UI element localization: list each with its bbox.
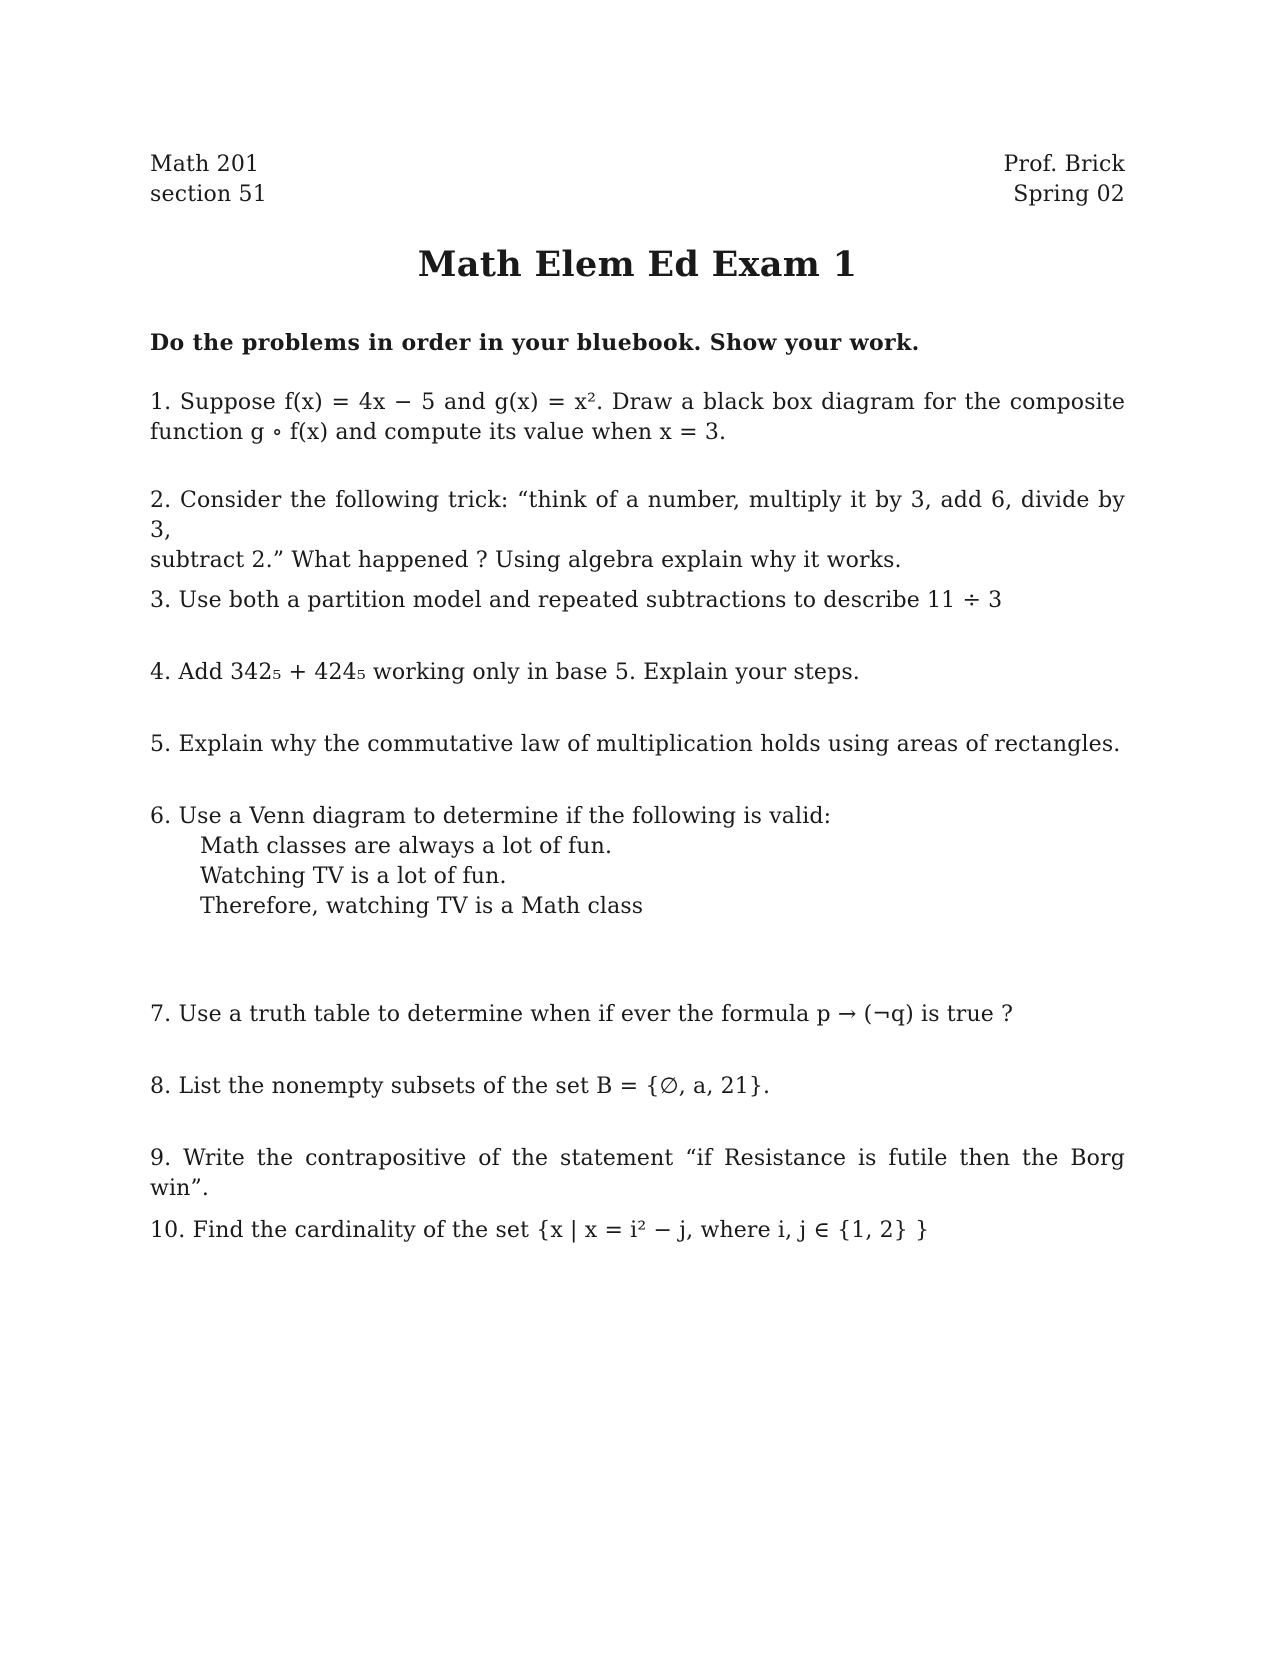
premise-line: Watching TV is a lot of fun. bbox=[200, 864, 507, 889]
problem-number: 6. bbox=[150, 804, 172, 829]
term: Spring 02 bbox=[1013, 182, 1125, 207]
problem-9 bbox=[150, 1144, 1125, 1204]
problem-number: 2. bbox=[150, 488, 172, 513]
conclusion-line: Therefore, watching TV is a Math class bbox=[200, 894, 644, 919]
exam-instructions: Do the problems in order in your bluebook. Show your work. bbox=[150, 330, 920, 356]
exam-page bbox=[150, 0, 1125, 1656]
professor-name: Prof. Brick bbox=[1003, 152, 1125, 177]
course-name: Math 201 bbox=[150, 152, 260, 177]
course-header bbox=[150, 150, 267, 210]
problem-1 bbox=[150, 388, 1125, 448]
problem-7 bbox=[150, 1000, 1125, 1030]
problem-6 bbox=[150, 802, 1125, 922]
problem-10 bbox=[150, 1216, 1125, 1246]
problem-number: 7. bbox=[150, 1002, 172, 1027]
problem-3 bbox=[150, 586, 1125, 616]
problem-text-line: subtract 2.” What happened ? Using algebra explain why it works. bbox=[150, 548, 902, 573]
problem-text-line: Add 342₅ + 424₅ working only in base 5. Explain your steps. bbox=[178, 660, 860, 685]
problem-text-line: List the nonempty subsets of the set B = {∅, a, 21}. bbox=[178, 1074, 771, 1099]
problem-2 bbox=[150, 486, 1125, 576]
instructor-header bbox=[1004, 150, 1125, 210]
problem-number: 10. bbox=[150, 1218, 186, 1243]
problem-text-line: Find the cardinality of the set {x | x = i² − j, where i, j ∈ {1, 2} } bbox=[192, 1218, 930, 1243]
problem-text-line: Use a truth table to determine when if ever the formula p → (¬q) is true ? bbox=[178, 1002, 1014, 1027]
problem-text-line: Explain why the commutative law of multiplication holds using areas of rectangles. bbox=[178, 732, 1121, 757]
problem-number: 3. bbox=[150, 588, 172, 613]
problem-text-line: function g ∘ f(x) and compute its value when x = 3. bbox=[150, 420, 727, 445]
problem-number: 9. bbox=[150, 1146, 172, 1171]
course-section: section 51 bbox=[150, 182, 267, 207]
exam-title: Math Elem Ed Exam 1 bbox=[417, 244, 858, 285]
premise-line: Math classes are always a lot of fun. bbox=[200, 834, 613, 859]
problem-number: 8. bbox=[150, 1074, 172, 1099]
problem-number: 1. bbox=[150, 390, 172, 415]
problem-number: 5. bbox=[150, 732, 172, 757]
problem-5 bbox=[150, 730, 1125, 760]
problem-text-line: Suppose f(x) = 4x − 5 and g(x) = x². Draw a black box diagram for the composite bbox=[179, 390, 1125, 415]
problem-text-line: Use both a partition model and repeated subtractions to describe 11 ÷ 3 bbox=[178, 588, 1003, 613]
problem-4 bbox=[150, 658, 1125, 688]
problem-text-line: Use a Venn diagram to determine if the following is valid: bbox=[178, 804, 832, 829]
problem-text-line: Write the contrapositive of the statement “if Resistance is futile then the Borg win”. bbox=[150, 1146, 1125, 1201]
problem-number: 4. bbox=[150, 660, 172, 685]
problem-text-line: Consider the following trick: “think of a number, multiply it by 3, add 6, divide by 3, bbox=[150, 488, 1125, 543]
problem-8 bbox=[150, 1072, 1125, 1102]
